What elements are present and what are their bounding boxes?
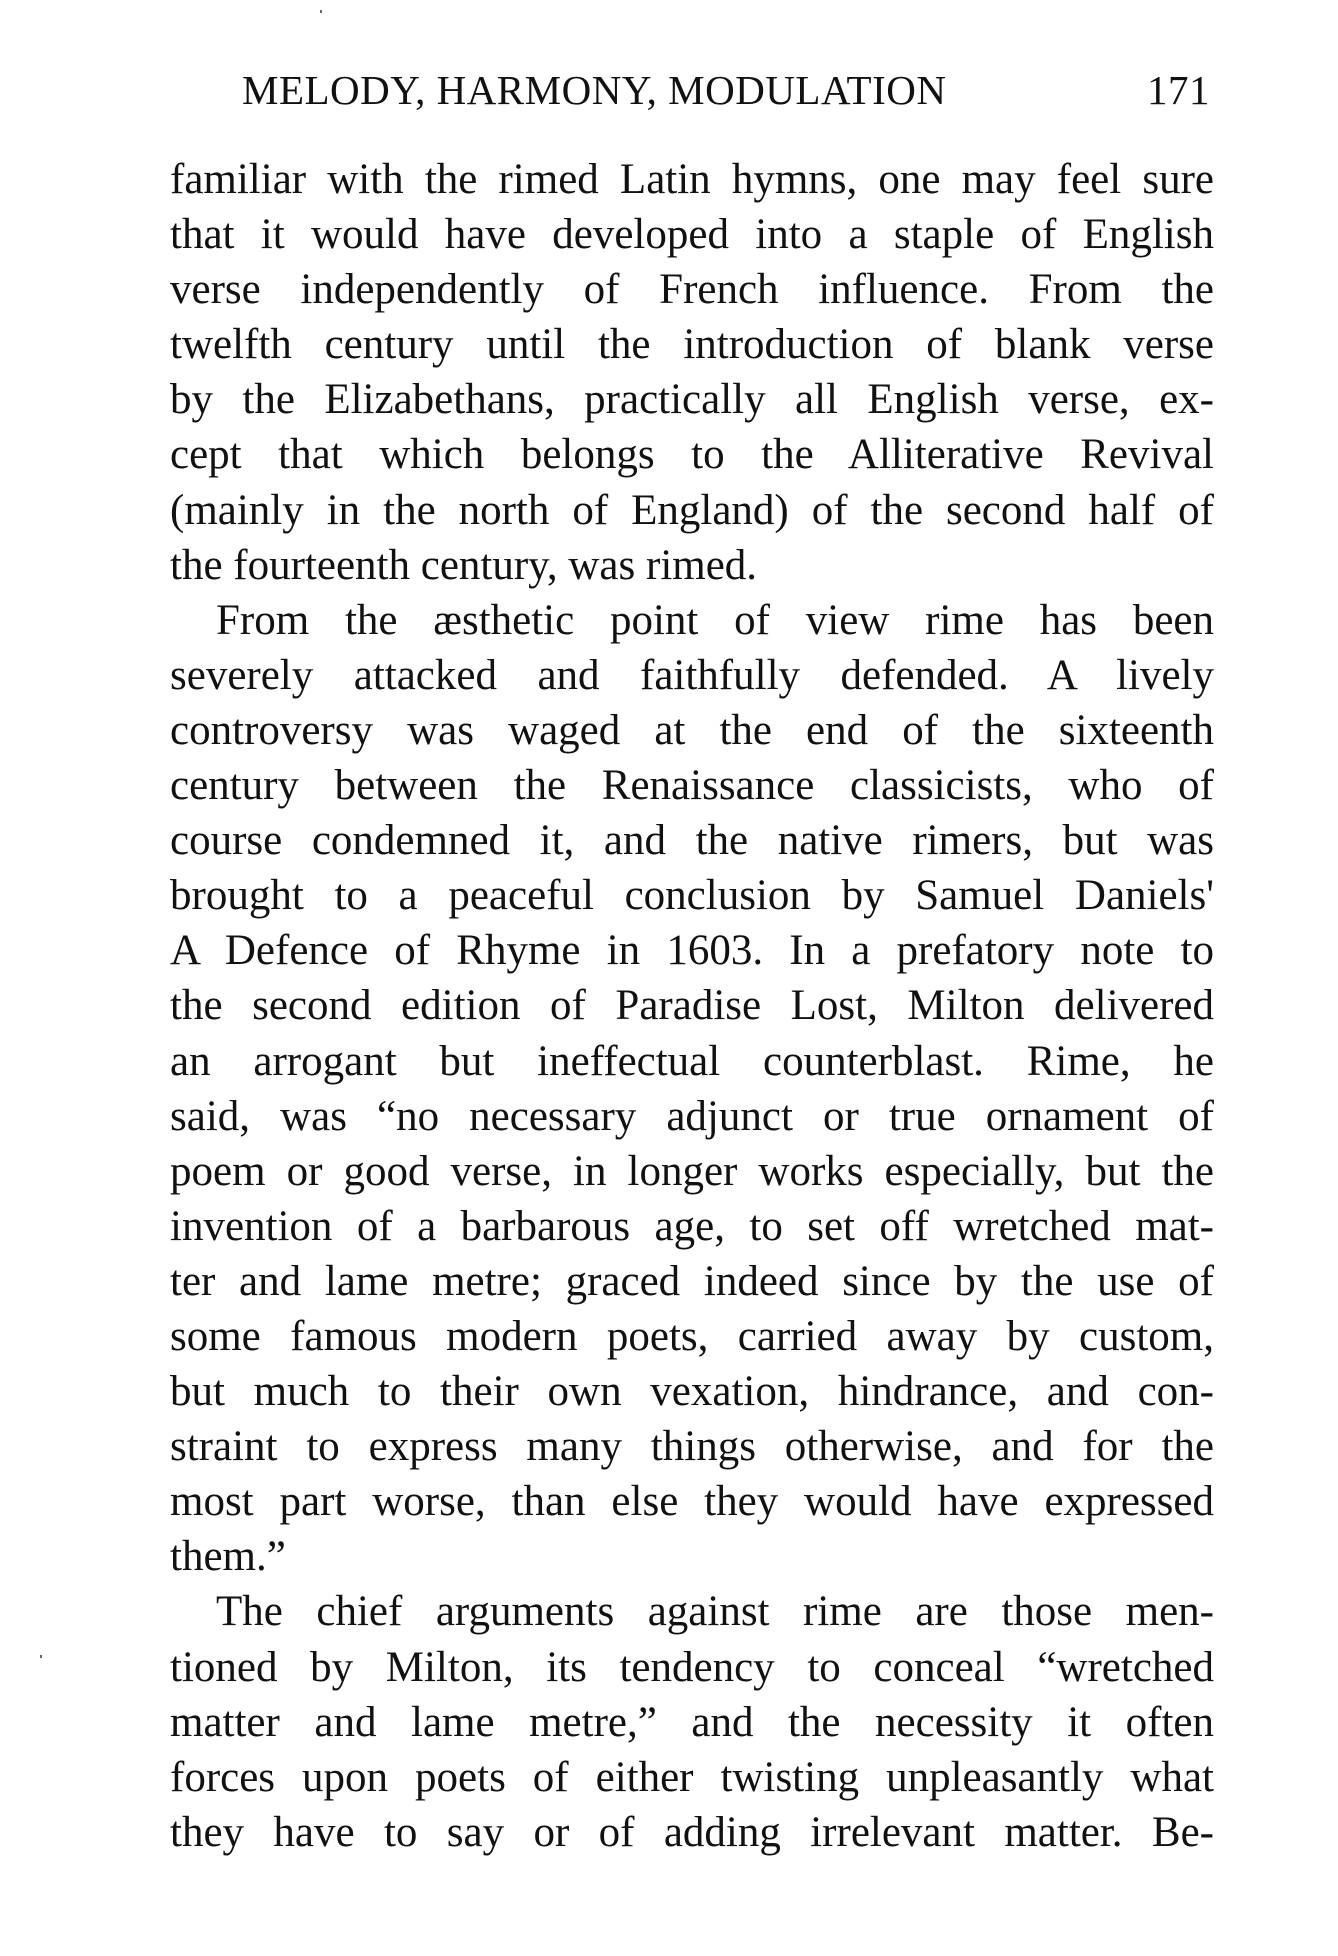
page-header bbox=[242, 66, 1210, 116]
text-line: twelfth century until the introduction of blank verse bbox=[170, 321, 1214, 369]
text-line: poem or good verse, in longer works especially, but the bbox=[170, 1147, 1214, 1195]
text-line: by the Elizabethans, practically all English verse, ex- bbox=[170, 376, 1214, 424]
text-line: most part worse, than else they would have expressed bbox=[170, 1478, 1214, 1526]
text-line: severely attacked and faithfully defended. A lively bbox=[170, 651, 1214, 699]
text-line: cept that which belongs to the Alliterative Revival bbox=[170, 431, 1214, 479]
text-line: that it would have developed into a staple of English bbox=[170, 211, 1214, 259]
text-line: course condemned it, and the native rimers, but was bbox=[170, 817, 1214, 865]
text-line: said, was “no necessary adjunct or true ornament of bbox=[170, 1092, 1214, 1140]
text-line: an arrogant but ineffectual counterblast. Rime, he bbox=[170, 1037, 1214, 1085]
text-line: some famous modern poets, carried away by custom, bbox=[170, 1312, 1214, 1360]
scan-speck bbox=[320, 10, 322, 13]
paragraph bbox=[170, 152, 1214, 593]
paragraph bbox=[170, 593, 1214, 1585]
text-line: straint to express many things otherwise, and for the bbox=[170, 1423, 1214, 1471]
text-line: them.” bbox=[170, 1533, 286, 1581]
text-line: ter and lame metre; graced indeed since by the use of bbox=[170, 1257, 1214, 1305]
body-text bbox=[170, 152, 1214, 1860]
text-line: verse independently of French influence. From the bbox=[170, 266, 1214, 314]
text-line: The chief arguments against rime are those men- bbox=[216, 1588, 1214, 1636]
text-line: but much to their own vexation, hindrance, and con- bbox=[170, 1368, 1214, 1416]
text-line: invention of a barbarous age, to set off wretched mat- bbox=[170, 1202, 1214, 1250]
scan-speck bbox=[40, 1655, 42, 1658]
running-head: MELODY, HARMONY, MODULATION bbox=[242, 67, 947, 113]
text-line: tioned by Milton, its tendency to conceal “wretched bbox=[170, 1643, 1214, 1691]
text-line: the second edition of Paradise Lost, Milton delivered bbox=[170, 982, 1214, 1030]
text-line: familiar with the rimed Latin hymns, one may feel sure bbox=[170, 156, 1214, 203]
text-line: matter and lame metre,” and the necessity it often bbox=[170, 1698, 1214, 1746]
text-line: A Defence of Rhyme in 1603. In a prefatory note to bbox=[170, 927, 1214, 975]
text-line: (mainly in the north of England) of the second half of bbox=[170, 486, 1214, 534]
text-line: controversy was waged at the end of the sixteenth bbox=[170, 706, 1214, 754]
text-line: forces upon poets of either twisting unpleasantly what bbox=[170, 1753, 1214, 1801]
page-number: 171 bbox=[1147, 67, 1210, 113]
text-line: they have to say or of adding irrelevant matter. Be- bbox=[170, 1808, 1214, 1856]
paragraph bbox=[170, 1584, 1214, 1859]
text-line: From the æsthetic point of view rime has been bbox=[216, 596, 1214, 644]
text-line: brought to a peaceful conclusion by Samuel Daniels' bbox=[170, 872, 1214, 920]
text-line: century between the Renaissance classicists, who of bbox=[170, 762, 1214, 810]
text-line: the fourteenth century, was rimed. bbox=[170, 541, 758, 589]
